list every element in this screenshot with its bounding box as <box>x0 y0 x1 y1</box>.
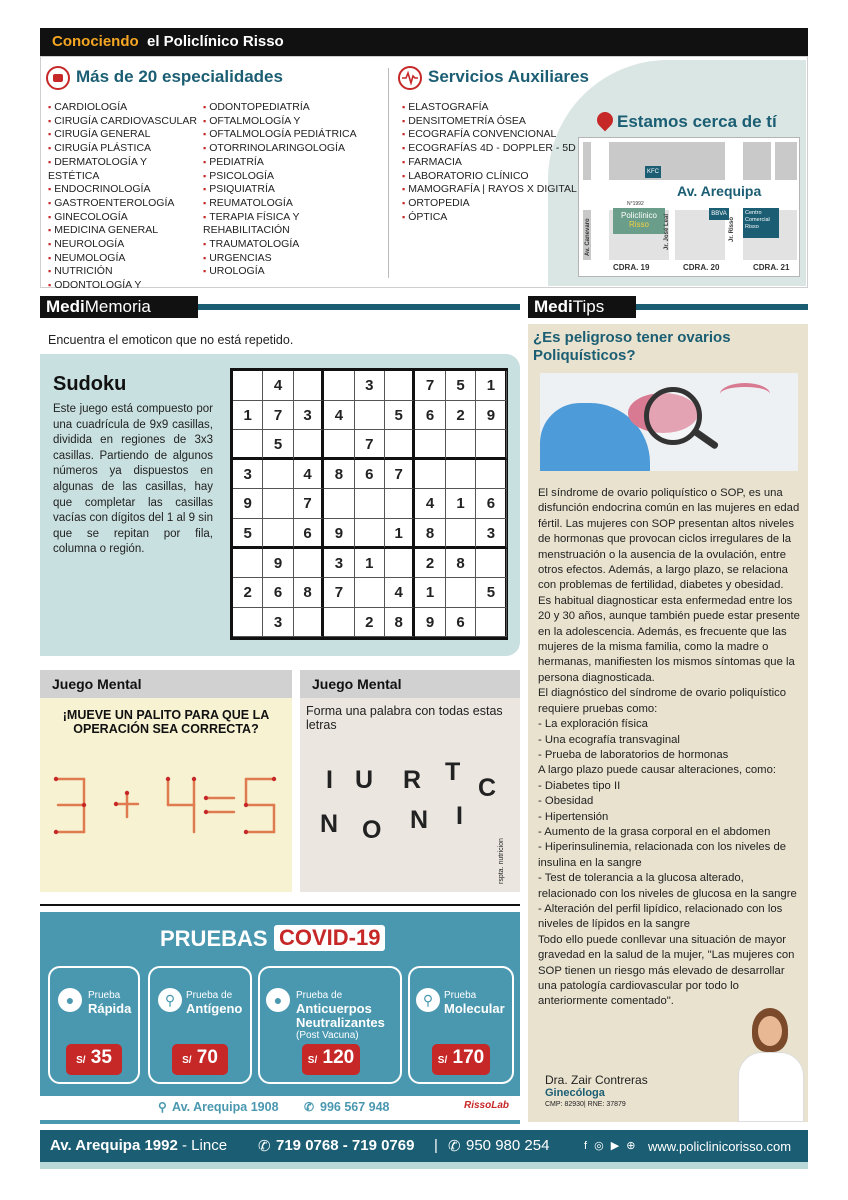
covid-phone[interactable]: 996 567 948 <box>320 1100 390 1114</box>
letter: I <box>326 766 333 794</box>
sudoku-cell[interactable]: 8 <box>415 519 445 549</box>
list-item: ▪ NEUROLOGÍA <box>48 238 198 252</box>
footer-website[interactable]: www.policlinicorisso.com <box>648 1139 792 1154</box>
footer <box>40 1130 808 1162</box>
price-tag: S/ 120 <box>302 1044 360 1075</box>
covid-address: Av. Arequipa 1908 <box>172 1100 279 1114</box>
sudoku-cell[interactable] <box>324 371 354 401</box>
letter: N <box>320 810 339 838</box>
sudoku-cell[interactable]: 7 <box>355 430 385 460</box>
ovary-image <box>540 373 798 471</box>
street-label: Jr. José Leal <box>664 213 670 250</box>
sudoku-cell[interactable]: 4 <box>324 401 354 431</box>
juego-mental-2 <box>300 670 520 892</box>
sudoku-cell[interactable]: 8 <box>446 549 476 579</box>
doctor-photo <box>738 1004 804 1122</box>
list-item: ▪ CIRUGÍA PLÁSTICA <box>48 142 198 156</box>
sudoku-cell[interactable] <box>355 401 385 431</box>
banner-title: el Policlínico Risso <box>147 33 284 50</box>
list-item: ▪ ORTOPEDIA <box>402 197 577 211</box>
tips-paragraph: - Hipertensión <box>538 810 609 823</box>
drop-icon: ● <box>58 988 82 1012</box>
sudoku-cell[interactable] <box>446 519 476 549</box>
sudoku-cell[interactable] <box>476 608 506 638</box>
sudoku-cell[interactable] <box>324 430 354 460</box>
top-banner <box>40 28 808 56</box>
sudoku-cell[interactable] <box>385 371 415 401</box>
phone-icon: ✆ <box>258 1138 271 1155</box>
sudoku-cell[interactable]: 4 <box>263 371 293 401</box>
sudoku-cell[interactable]: 4 <box>294 460 324 490</box>
header-line <box>198 304 520 310</box>
tips-paragraph: Es habitual diagnosticar esta enfermedad entre los 20 y 30 años, aunque también puede estar presente en la adolescencia. Además, es frecuente que las mujeres de la misma familia, como la madre o hermanas, manifiesten los mismos síntomas que la persona diagnosticada. <box>538 594 800 684</box>
price-tag: S/ 35 <box>66 1044 122 1075</box>
sudoku-cell[interactable] <box>415 460 445 490</box>
sudoku-cell[interactable]: 3 <box>355 371 385 401</box>
letter: T <box>445 758 461 786</box>
whatsapp-icon: ✆ <box>304 1100 315 1114</box>
sudoku-description: Este juego está compuesto por una cuadrícula de 9x9 casillas, dividida en regiones de 3x3 casillas. Partiendo de algunos números ya dispuestos en algunas de las casillas, hay que completar las casillas vacías con dígitos del 1 al 9 sin que se repitan por fila, columna o región. <box>53 403 213 556</box>
sudoku-cell[interactable] <box>476 549 506 579</box>
tips-paragraph: A largo plazo puede causar alteraciones, como: <box>538 764 777 777</box>
sudoku-cell[interactable] <box>446 578 476 608</box>
sudoku-cell[interactable] <box>263 519 293 549</box>
sudoku-cell[interactable] <box>355 489 385 519</box>
footer-line <box>40 1162 808 1169</box>
sudoku-cell[interactable]: 4 <box>415 489 445 519</box>
sudoku-cell[interactable]: 6 <box>355 460 385 490</box>
sudoku-cell[interactable]: 7 <box>324 578 354 608</box>
section-headers <box>40 296 808 318</box>
sudoku-cell[interactable]: 7 <box>415 371 445 401</box>
sudoku-cell[interactable] <box>233 430 263 460</box>
list-item: ▪ TRAUMATOLOGÍA <box>203 238 383 252</box>
sudoku-cell[interactable] <box>263 489 293 519</box>
street-label: Av. Canevaro <box>585 218 591 256</box>
letter: U <box>355 766 374 794</box>
juego-title: Juego Mental <box>40 670 292 698</box>
list-item: ▪ DERMATOLOGÍA Y ESTÉTICA <box>48 156 198 183</box>
list-item: ▪ REUMATOLOGÍA <box>203 197 383 211</box>
tips-paragraph: Todo ello puede conllevar una situación de mayor gravedad en la salud de la mujer, "Las mujeres con SOP tienen un riesgo más elevado de desarrollar una patología cardiovascular por todo lo anteriormente comentado". <box>538 933 795 1008</box>
list-item: ▪ ÓPTICA <box>402 211 577 225</box>
sudoku-cell[interactable] <box>233 371 263 401</box>
sudoku-cell[interactable] <box>324 489 354 519</box>
list-item: ▪ ECOGRAFÍAS 4D - DOPPLER - 5D <box>402 142 577 156</box>
sudoku-cell[interactable]: 1 <box>355 549 385 579</box>
block-label: CDRA. 19 <box>613 263 650 272</box>
sudoku-cell[interactable]: 8 <box>294 578 324 608</box>
map-title: Estamos cerca de tí <box>617 112 777 131</box>
tips-question: ¿Es peligroso tener ovarios Poliquísticos? <box>533 329 731 364</box>
sudoku-cell[interactable]: 5 <box>476 578 506 608</box>
letter: R <box>403 766 422 794</box>
sudoku-cell[interactable]: 6 <box>294 519 324 549</box>
address-number: N°1992 <box>627 201 644 207</box>
juego-mental-1 <box>40 670 292 892</box>
sudoku-cell[interactable]: 6 <box>415 401 445 431</box>
separator: | <box>434 1137 438 1154</box>
divider <box>388 68 389 278</box>
list-item: ▪ OTORRINOLARINGOLOGÍA <box>203 142 383 156</box>
sudoku-cell[interactable]: 2 <box>355 608 385 638</box>
sudoku-cell[interactable]: 6 <box>263 578 293 608</box>
sudoku-cell[interactable]: 2 <box>233 578 263 608</box>
sudoku-cell[interactable]: 4 <box>385 578 415 608</box>
list-item: ▪ ECOGRAFÍA CONVENCIONAL <box>402 128 577 142</box>
list-item: ▪ UROLOGÍA <box>203 265 383 279</box>
divider <box>40 904 520 906</box>
tips-paragraph: El síndrome de ovario poliquístico o SOP, es una disfunción endocrina común en las mujeres en edad fértil. Las mujeres con SOP presentan altos niveles de hormonas que provocan ciclos irregulares de la menstruación o la ausencia de la ovulación, entre otros efectos. Además, a largo plazo, se relaciona con problemas de fertilidad, diabetes y obesidad. <box>538 487 800 592</box>
sudoku-cell[interactable] <box>294 549 324 579</box>
sudoku-cell[interactable]: 9 <box>415 608 445 638</box>
covid-title-highlight: COVID-19 <box>274 925 385 951</box>
sudoku-cell[interactable] <box>355 519 385 549</box>
sudoku-cell[interactable] <box>263 460 293 490</box>
juego-prompt: Forma una palabra con todas estas letras <box>306 704 503 732</box>
sudoku-cell[interactable] <box>446 430 476 460</box>
medical-kit-icon <box>46 66 70 90</box>
list-item: ▪ ENDOCRINOLOGÍA <box>48 183 198 197</box>
list-item: ▪ CARDIOLOGÍA <box>48 101 198 115</box>
sudoku-cell[interactable]: 6 <box>476 489 506 519</box>
block-label: CDRA. 21 <box>753 263 790 272</box>
covid-contact-bar <box>40 1096 520 1120</box>
answer-credit: rspta. nutricion <box>498 838 505 884</box>
tips-paragraph: - Alteración del perfil lipídico, relacionado con los niveles de lípidos en la sangre <box>538 902 783 931</box>
auxiliares-list <box>402 101 577 224</box>
juego-prompt: ¡MUEVE UN PALITO PARA QUE LA OPERACIÓN SEA CORRECTA? <box>62 708 270 736</box>
sudoku-cell[interactable] <box>294 608 324 638</box>
doctor-name: Dra. Zair Contreras <box>545 1073 648 1087</box>
whatsapp-icon: ✆ <box>448 1138 461 1155</box>
sudoku-cell[interactable]: 8 <box>324 460 354 490</box>
matchstick-puzzle <box>40 768 292 868</box>
sudoku-cell[interactable]: 2 <box>415 549 445 579</box>
letter: C <box>478 774 497 802</box>
covid-title: PRUEBAS <box>160 926 268 951</box>
swab-icon: ⚲ <box>416 988 440 1012</box>
sudoku-cell[interactable]: 3 <box>263 608 293 638</box>
sudoku-cell[interactable]: 9 <box>233 489 263 519</box>
list-item: ▪ NEUMOLOGÍA <box>48 252 198 266</box>
tips-paragraph: - Obesidad <box>538 795 594 808</box>
list-item: ▪ LABORATORIO CLÍNICO <box>402 170 577 184</box>
sudoku-cell[interactable]: 1 <box>233 401 263 431</box>
social-icons[interactable]: f ◎ ▶ ⊕ <box>584 1140 638 1152</box>
card-label: Prueba de Anticuerpos Neutralizantes (Post Vacuna) <box>296 990 385 1041</box>
sudoku-cell[interactable]: 2 <box>446 401 476 431</box>
card-label: Prueba Rápida <box>88 990 132 1016</box>
list-item: ▪ ODONTOLOGÍA Y <box>48 279 198 293</box>
doctor-registration: CMP: 82930| RNE: 37879 <box>545 1101 626 1108</box>
location-pin-icon: ⚲ <box>158 1100 167 1114</box>
list-item: ▪ CIRUGÍA GENERAL <box>48 128 198 142</box>
auxiliares-title: Servicios Auxiliares <box>428 67 589 86</box>
sudoku-cell[interactable] <box>476 460 506 490</box>
sudoku-cell[interactable] <box>294 430 324 460</box>
sudoku-cell[interactable]: 5 <box>446 371 476 401</box>
sudoku-cell[interactable]: 7 <box>385 460 415 490</box>
sudoku-cell[interactable]: 5 <box>233 519 263 549</box>
sudoku-cell[interactable] <box>385 549 415 579</box>
sudoku-cell[interactable]: 9 <box>263 549 293 579</box>
list-item: ▪ GASTROENTEROLOGÍA <box>48 197 198 211</box>
card-label: Prueba de Antígeno <box>186 990 243 1016</box>
sudoku-cell[interactable] <box>233 549 263 579</box>
list-item: ▪ URGENCIAS <box>203 252 383 266</box>
sudoku-cell[interactable] <box>446 460 476 490</box>
kfc-label: KFC <box>645 166 661 178</box>
footer-whatsapp[interactable]: 950 980 254 <box>466 1137 550 1154</box>
tips-paragraph: - Diabetes tipo II <box>538 779 621 792</box>
list-item: ▪ PEDIATRÍA <box>203 156 383 170</box>
price-tag: S/ 170 <box>432 1044 490 1075</box>
list-item: ▪ FARMACIA <box>402 156 577 170</box>
footer-address: Av. Arequipa 1992 - Lince <box>50 1137 228 1154</box>
sudoku-cell[interactable]: 1 <box>415 578 445 608</box>
sudoku-cell[interactable] <box>324 608 354 638</box>
sudoku-cell[interactable]: 9 <box>476 401 506 431</box>
sudoku-cell[interactable]: 5 <box>385 401 415 431</box>
header-line <box>636 304 808 310</box>
sudoku-cell[interactable]: 1 <box>385 519 415 549</box>
list-item: ▪ MEDICINA GENERAL <box>48 224 198 238</box>
list-item: ▪ GINECOLOGÍA <box>48 211 198 225</box>
tips-body <box>538 486 802 1010</box>
letter: I <box>456 802 463 830</box>
bbva-label: BBVA <box>709 208 729 220</box>
list-item: ▪ CIRUGÍA CARDIOVASCULAR <box>48 115 198 129</box>
sudoku-grid[interactable] <box>230 368 508 640</box>
sudoku-cell[interactable]: 3 <box>324 549 354 579</box>
sudoku-cell[interactable]: 1 <box>476 371 506 401</box>
tips-paragraph: - Test de tolerancia a la glucosa alterado, relacionado con los niveles de glucosa en la sangre <box>538 872 797 900</box>
heartbeat-icon <box>398 66 422 90</box>
list-item: ▪ OFTALMOLOGÍA Y <box>203 115 383 129</box>
sudoku-cell[interactable]: 1 <box>446 489 476 519</box>
list-item: ▪ NUTRICIÓN <box>48 265 198 279</box>
juego-title: Juego Mental <box>300 670 520 698</box>
especialidades-list-1 <box>48 101 198 293</box>
letter: N <box>410 806 429 834</box>
medimemoria-header: MediMemoria <box>40 296 198 318</box>
sudoku-cell[interactable] <box>476 430 506 460</box>
sudoku-cell[interactable]: 9 <box>324 519 354 549</box>
block-label: CDRA. 20 <box>683 263 720 272</box>
list-item: ▪ PSIQUIATRÍA <box>203 183 383 197</box>
price-tag: S/ 70 <box>172 1044 228 1075</box>
sudoku-cell[interactable] <box>385 489 415 519</box>
sudoku-cell[interactable]: 3 <box>476 519 506 549</box>
list-item: ▪ OFTALMOLOGÍA PEDIÁTRICA <box>203 128 383 142</box>
sudoku-cell[interactable] <box>294 371 324 401</box>
sudoku-cell[interactable]: 3 <box>294 401 324 431</box>
swab-icon: ⚲ <box>158 988 182 1012</box>
card-label: Prueba Molecular <box>444 990 505 1016</box>
footer-phones[interactable]: 719 0768 - 719 0769 <box>276 1137 415 1154</box>
sudoku-cell[interactable]: 6 <box>446 608 476 638</box>
street-label: Jr. Risso <box>729 216 735 242</box>
sudoku-cell[interactable]: 8 <box>385 608 415 638</box>
list-item: ▪ DENSITOMETRÍA ÓSEA <box>402 115 577 129</box>
letter: O <box>362 816 382 844</box>
list-item: ▪ PSICOLOGÍA <box>203 170 383 184</box>
list-item: ▪ TERAPIA FÍSICA Y REHABILITACIÓN <box>203 211 383 238</box>
list-item: ▪ MAMOGRAFÍA | RAYOS X DIGITAL <box>402 183 577 197</box>
sudoku-cell[interactable] <box>355 578 385 608</box>
list-item: ▪ ODONTOPEDIATRÍA <box>203 101 383 115</box>
list-item: ▪ ELASTOGRAFÍA <box>402 101 577 115</box>
clinic-marker: Policlínico Risso <box>613 208 665 234</box>
banner-highlight: Conociendo <box>52 33 139 50</box>
tips-paragraph: - Prueba de laboratorios de hormonas <box>538 748 729 761</box>
especialidades-list-2 <box>203 101 383 279</box>
memoria-instruction: Encuentra el emoticon que no está repetido. <box>48 333 294 347</box>
avenue-label: Av. Arequipa <box>677 183 762 199</box>
meditips-header: MediTips <box>528 296 636 318</box>
rissolab-logo: RissoLab <box>464 1100 510 1111</box>
tips-paragraph: - Una ecografía transvaginal <box>538 733 680 746</box>
sudoku-cell[interactable]: 7 <box>294 489 324 519</box>
sudoku-cell[interactable]: 5 <box>263 430 293 460</box>
location-map <box>578 137 800 277</box>
sudoku-cell[interactable] <box>233 608 263 638</box>
tips-paragraph: - Aumento de la grasa corporal en el abdomen <box>538 825 771 838</box>
sudoku-cell[interactable]: 7 <box>263 401 293 431</box>
especialidades-title: Más de 20 especialidades <box>76 67 283 86</box>
sudoku-cell[interactable]: 3 <box>233 460 263 490</box>
sudoku-cell[interactable] <box>385 430 415 460</box>
tips-paragraph: - Hiperinsulinemia, relacionada con los niveles de insulina en la sangre <box>538 841 787 869</box>
drop-icon: ● <box>266 988 290 1012</box>
mall-label: Centro Comercial Risso <box>743 208 779 238</box>
sudoku-cell[interactable] <box>415 430 445 460</box>
doctor-specialty: Ginecóloga <box>545 1087 605 1099</box>
tips-paragraph: - La exploración física <box>538 718 648 731</box>
tips-paragraph: El diagnóstico del síndrome de ovario poliquístico requiere pruebas como: <box>538 687 787 715</box>
sudoku-title: Sudoku <box>53 373 127 395</box>
